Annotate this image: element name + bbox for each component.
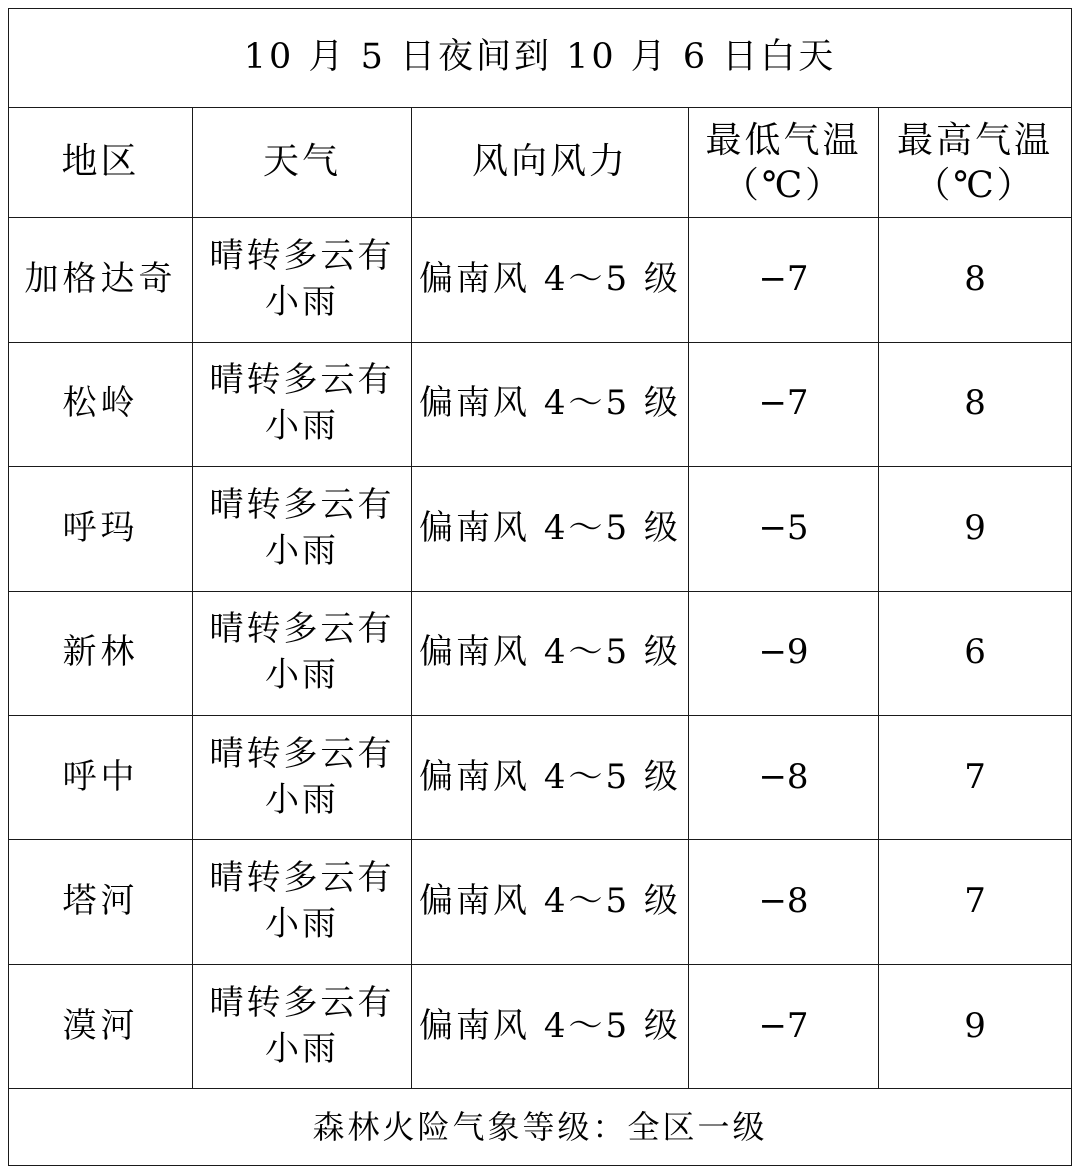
region-cell: 塔河 <box>9 840 193 964</box>
max-temp-cell: 7 <box>879 840 1072 964</box>
table-row <box>9 964 1072 1088</box>
max-temp-cell: 7 <box>879 716 1072 840</box>
region-cell: 呼玛 <box>9 467 193 591</box>
wind-cell: 偏南风 4～5 级 <box>412 840 689 964</box>
weather-cell <box>193 467 412 591</box>
header-min-temp <box>689 107 879 217</box>
header-wind: 风向风力 <box>412 107 689 217</box>
wind-cell: 偏南风 4～5 级 <box>412 716 689 840</box>
max-temp-cell: 9 <box>879 964 1072 1088</box>
weather-line: 小雨 <box>265 530 339 571</box>
weather-cell <box>193 342 412 466</box>
region-cell: 新林 <box>9 591 193 715</box>
min-temp-cell: −9 <box>689 591 879 715</box>
wind-cell: 偏南风 4～5 级 <box>412 218 689 342</box>
weather-line: 小雨 <box>265 406 339 447</box>
weather-line: 小雨 <box>265 655 339 696</box>
table-row <box>9 840 1072 964</box>
min-temp-cell: −8 <box>689 716 879 840</box>
max-temp-cell: 6 <box>879 591 1072 715</box>
table-row <box>9 716 1072 840</box>
header-min-temp-unit: （℃） <box>722 164 845 206</box>
weather-forecast-table <box>8 8 1072 1166</box>
weather-cell <box>193 591 412 715</box>
region-cell: 松岭 <box>9 342 193 466</box>
wind-cell: 偏南风 4～5 级 <box>412 342 689 466</box>
max-temp-cell: 8 <box>879 342 1072 466</box>
weather-line: 晴转多云有 <box>209 609 395 650</box>
header-max-temp <box>879 107 1072 217</box>
weather-line: 小雨 <box>265 904 339 945</box>
header-region: 地区 <box>9 107 193 217</box>
weather-line: 晴转多云有 <box>209 360 395 401</box>
header-row <box>9 107 1072 217</box>
min-temp-cell: −7 <box>689 964 879 1088</box>
weather-line: 晴转多云有 <box>209 982 395 1023</box>
header-max-temp-unit: （℃） <box>914 164 1036 206</box>
weather-line: 晴转多云有 <box>209 484 395 525</box>
weather-line: 小雨 <box>265 1028 339 1069</box>
region-cell: 加格达奇 <box>9 218 193 342</box>
header-max-temp-label: 最高气温 <box>897 119 1054 161</box>
min-temp-cell: −5 <box>689 467 879 591</box>
fire-risk-level: 森林火险气象等级：全区一级 <box>9 1089 1072 1166</box>
region-cell: 呼中 <box>9 716 193 840</box>
table-row <box>9 591 1072 715</box>
header-weather: 天气 <box>193 107 412 217</box>
table-row <box>9 467 1072 591</box>
title-row <box>9 9 1072 108</box>
min-temp-cell: −7 <box>689 342 879 466</box>
footer-row <box>9 1089 1072 1166</box>
wind-cell: 偏南风 4～5 级 <box>412 964 689 1088</box>
weather-cell <box>193 716 412 840</box>
weather-line: 晴转多云有 <box>209 858 395 899</box>
min-temp-cell: −8 <box>689 840 879 964</box>
region-cell: 漠河 <box>9 964 193 1088</box>
forecast-title: 10 月 5 日夜间到 10 月 6 日白天 <box>9 9 1072 108</box>
weather-line: 小雨 <box>265 779 339 820</box>
table-row <box>9 218 1072 342</box>
max-temp-cell: 8 <box>879 218 1072 342</box>
weather-line: 小雨 <box>265 281 339 322</box>
weather-cell <box>193 218 412 342</box>
min-temp-cell: −7 <box>689 218 879 342</box>
weather-cell <box>193 964 412 1088</box>
table-row <box>9 342 1072 466</box>
weather-cell <box>193 840 412 964</box>
header-min-temp-label: 最低气温 <box>705 119 862 161</box>
weather-line: 晴转多云有 <box>209 235 395 276</box>
weather-line: 晴转多云有 <box>209 733 395 774</box>
wind-cell: 偏南风 4～5 级 <box>412 591 689 715</box>
max-temp-cell: 9 <box>879 467 1072 591</box>
wind-cell: 偏南风 4～5 级 <box>412 467 689 591</box>
